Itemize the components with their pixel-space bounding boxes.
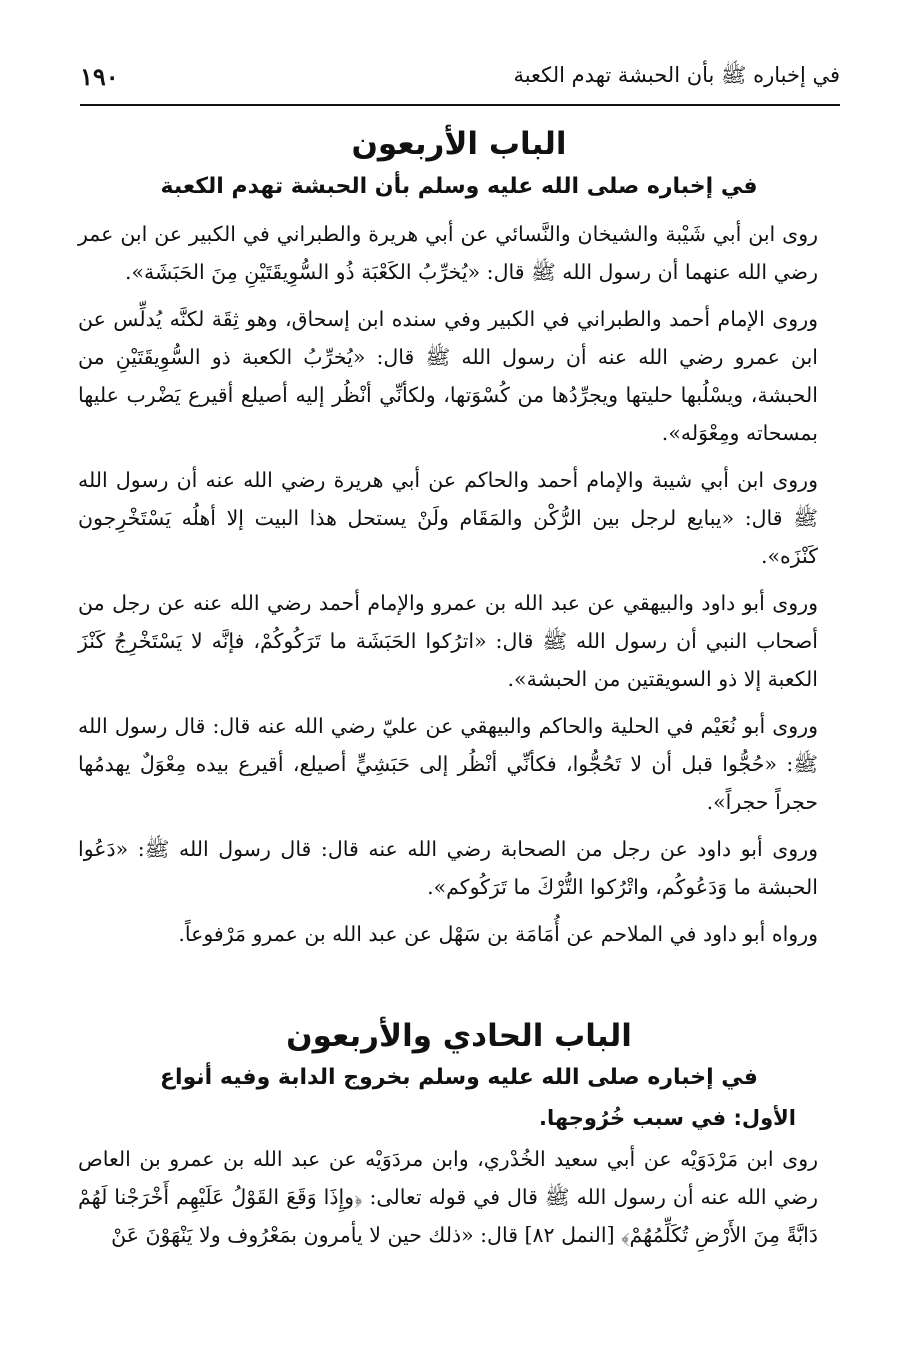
paragraph: وروى أبو نُعَيْم في الحلية والحاكم والبيهقي عن عليّ رضي الله عنه قال: قال رسول الله ﷺ: «حُجُّوا قبل أن لا تَحُجُّوا، فكأنِّي أنْظُر إلى حَبَشِيٍّ أصيلع، أقيرع بيده مِعْوَلٌ يهدمُها حجراً حجراً». (78, 713, 818, 814)
chapter-title: الباب الحادي والأربعون (286, 1017, 632, 1054)
page-number: ١٩٠ (80, 62, 119, 91)
section-gap (78, 962, 840, 1010)
paragraph: وروى ابن أبي شيبة والإمام أحمد والحاكم عن أبي هريرة رضي الله عنه أن رسول الله ﷺ قال: «يبايع لرجل بين الرُّكْن والمَقَام ولَنْ يستحل هذا البيت إلا أهلُه يَسْتَخْرِجون كَنْزَه». (78, 467, 818, 568)
running-header-title: في إخباره ﷺ بأن الحبشة تهدم الكعبة (513, 63, 840, 87)
paragraph: وروى الإمام أحمد والطبراني في الكبير وفي سنده ابن إسحاق، وهو ثِقَة لكنَّه يُدلِّس عن ابن عمرو رضي الله عنه أن رسول الله ﷺ قال: «يُخرِّبُ الكعبة ذو السُّوِيقَتَيْنِ من الحبشة، ويسْلُبها حليتها ويجرِّدُها من كُسْوَتها، ولكأنِّي أنْظُر إليه أصيلع أقيرع يَضْرب عليها بمسحاته ومِعْوَله». (78, 306, 818, 445)
paragraph: روى ابن أبي شَيْبة والشيخان والنَّسائي عن أبي هريرة والطبراني في الكبير عن ابن عمر رضي الله عنهما أن رسول الله ﷺ قال: «يُخرِّبُ الكَعْبَة ذُو السُّوِيقَتَيْنِ مِنَ الحَبَشَة». (78, 221, 818, 284)
section-heading: الأول: في سبب خُرُوجها. (538, 1106, 796, 1131)
chapter-subtitle: في إخباره صلى الله عليه وسلم بأن الحبشة تهدم الكعبة (160, 173, 758, 199)
chapter-title: الباب الأربعون (351, 126, 567, 162)
running-header (80, 58, 840, 106)
page-content (78, 118, 840, 1263)
paragraph: وروى أبو داود والبيهقي عن عبد الله بن عمرو والإمام أحمد رضي الله عنه عن رجل من أصحاب النبي أن رسول الله ﷺ قال: «اترُكوا الحَبَشَة ما تَرَكُوكُمْ، فإنَّه لا يَسْتَخْرِجُ كَنْزَ الكعبة إلا ذو السويقتين من الحبشة». (78, 590, 818, 691)
paragraph: روى ابن مَرْدَوَيْه عن أبي سعيد الخُدْري، وابن مردَوَيْه عن عبد الله بن عمرو بن العاص رضي الله عنه أن رسول الله ﷺ قال في قوله تعالى: ﴿وإِذَا وَقَعَ القَوْلُ عَلَيْهِم أَخْرَجْنا لَهُمْ دَابَّةً مِنَ الأَرْضِ تُكَلِّمُهُمْ﴾ [النمل ٨٢] قال: «ذلك حين لا يأمرون بمَعْرُوف ولا يَنْهَوْنَ عَنْ (78, 1147, 818, 1248)
paragraph: ورواه أبو داود في الملاحم عن أُمَامَة بن سَهْل عن عبد الله بن عمرو مَرْفوعاً. (178, 921, 818, 946)
paragraph: وروى أبو داود عن رجل من الصحابة رضي الله عنه قال: قال رسول الله ﷺ: «دَعُوا الحبشة ما وَدَعُوكُم، واتْرُكوا التُّرْكَ ما تَرَكُوكم». (78, 836, 818, 899)
chapter-subtitle: في إخباره صلى الله عليه وسلم بخروج الدابة وفيه أنواع (160, 1065, 758, 1091)
